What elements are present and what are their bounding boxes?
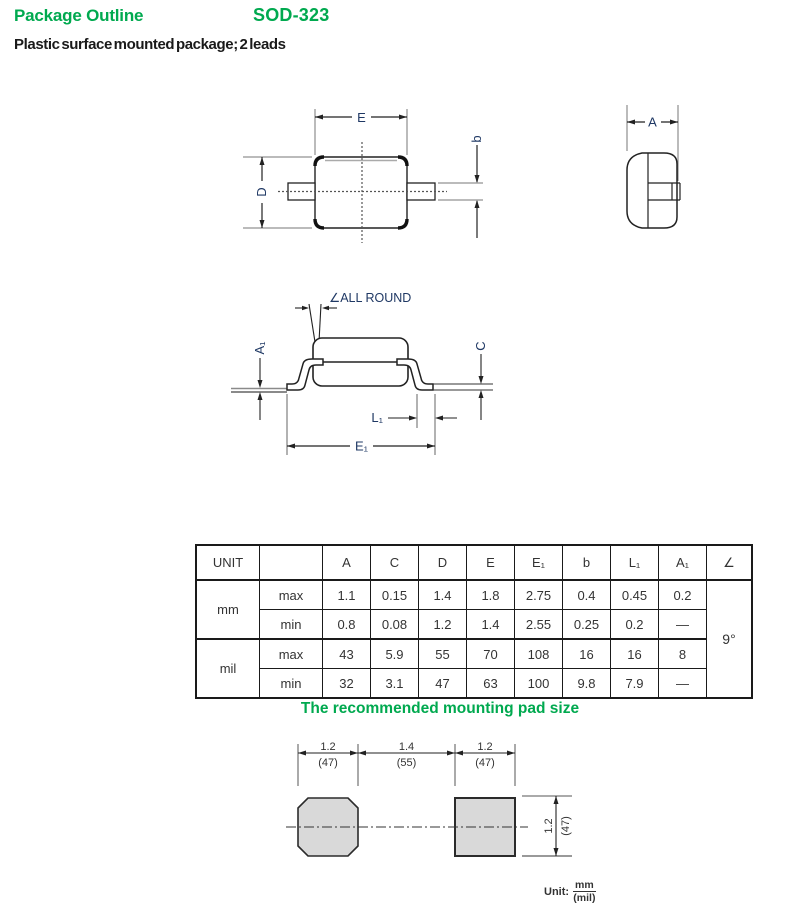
cell: 1.8: [467, 580, 515, 610]
bound-max: max: [260, 580, 323, 610]
col-unit: UNIT: [196, 545, 260, 580]
dim-d-label: D: [254, 187, 269, 197]
unit-mil: mil: [196, 639, 260, 698]
cell: 1.2: [419, 610, 467, 640]
cell: 47: [419, 669, 467, 699]
cell: 2.55: [515, 610, 563, 640]
bound-max: max: [260, 639, 323, 669]
unit-denominator: (mil): [573, 892, 596, 905]
table-header-row: [196, 545, 752, 580]
pad-dim-side-mm: 1.2: [543, 818, 555, 834]
dim-e1: [287, 394, 435, 455]
col-d: D: [419, 545, 467, 580]
col-blank: [260, 545, 323, 580]
col-l1: L₁: [611, 545, 659, 580]
dim-d: [253, 157, 271, 228]
cell: 0.25: [563, 610, 611, 640]
cell: 108: [515, 639, 563, 669]
cell: 55: [419, 639, 467, 669]
table-row-mm-max: [196, 580, 752, 610]
dim-a1-label: A₁: [252, 341, 267, 355]
dim-a1: [252, 341, 267, 420]
package-body-side: [627, 153, 677, 228]
dim-c: [433, 341, 493, 420]
cell: 0.15: [371, 580, 419, 610]
table-row-mm-min: [196, 610, 752, 640]
mounting-pad-drawing: [270, 738, 600, 893]
cell: 0.2: [611, 610, 659, 640]
cell: 1.1: [323, 580, 371, 610]
dim-a-label: A: [648, 114, 657, 130]
table-row-mil-max: [196, 639, 752, 669]
cell: 63: [467, 669, 515, 699]
page-subtitle: Plastic surface mounted package; 2 leads: [14, 36, 286, 53]
pad-dim-mid-mil: (55): [396, 757, 417, 769]
cell: 0.4: [563, 580, 611, 610]
unit-fraction: [573, 879, 596, 904]
dim-a: [627, 114, 678, 130]
unit-numerator: mm: [575, 879, 594, 891]
cell: 0.45: [611, 580, 659, 610]
mounting-pad-title: The recommended mounting pad size: [300, 700, 580, 717]
dim-e: [315, 108, 407, 125]
cell: 0.2: [659, 580, 707, 610]
col-e: E: [467, 545, 515, 580]
cell: 32: [323, 669, 371, 699]
col-a: A: [323, 545, 371, 580]
unit-label: Unit:: [544, 885, 570, 898]
side-view-drawing: [600, 95, 740, 255]
cell: 43: [323, 639, 371, 669]
dim-l1-label: L₁: [371, 410, 383, 425]
dim-e1-label: E₁: [354, 438, 369, 454]
cell: 70: [467, 639, 515, 669]
unit-mm: mm: [196, 580, 260, 639]
col-angle: ∠: [707, 545, 753, 580]
dim-c-label: C: [473, 341, 488, 351]
dim-b: [469, 135, 484, 238]
dimension-table: [195, 544, 753, 699]
angle-note-label: ∠ALL ROUND: [329, 291, 412, 305]
cell: 16: [611, 639, 659, 669]
table-row-mil-min: [196, 669, 752, 699]
pad-dim-right-mm: 1.2: [477, 741, 493, 753]
cell: 7.9: [611, 669, 659, 699]
cell: 2.75: [515, 580, 563, 610]
pad-dim-right-mil: (47): [475, 757, 495, 769]
bound-min: min: [260, 610, 323, 640]
cell: 0.8: [323, 610, 371, 640]
package-body-front: [313, 338, 408, 386]
col-e1: E₁: [515, 545, 563, 580]
col-a1: A₁: [659, 545, 707, 580]
pad-dim-left-mm: 1.2: [320, 741, 336, 753]
cell: 0.08: [371, 610, 419, 640]
cell: 1.4: [467, 610, 515, 640]
page-title: Package Outline: [14, 6, 144, 25]
angle-value: 9°: [707, 580, 753, 698]
bound-min: min: [260, 669, 323, 699]
cell: 1.4: [419, 580, 467, 610]
unit-note: [544, 879, 596, 904]
col-b: b: [563, 545, 611, 580]
cell: 100: [515, 669, 563, 699]
package-body-top: [315, 157, 407, 228]
front-view-drawing: [225, 270, 525, 460]
dim-b-label: b: [469, 135, 484, 143]
top-view-drawing: [235, 95, 495, 260]
col-c: C: [371, 545, 419, 580]
package-name: SOD-323: [253, 5, 330, 25]
cell: —: [659, 610, 707, 640]
pad-dim-mid-mm: 1.4: [398, 741, 415, 753]
pad-dim-side-mil: (47): [560, 816, 572, 836]
seating-plane: [231, 389, 287, 393]
pad-dim-left-mil: (47): [318, 757, 338, 769]
cell: 16: [563, 639, 611, 669]
cell: 8: [659, 639, 707, 669]
cell: 5.9: [371, 639, 419, 669]
cell: —: [659, 669, 707, 699]
cell: 9.8: [563, 669, 611, 699]
dim-e-label: E: [357, 110, 366, 125]
pad-side-dim: [522, 796, 572, 856]
cell: 3.1: [371, 669, 419, 699]
